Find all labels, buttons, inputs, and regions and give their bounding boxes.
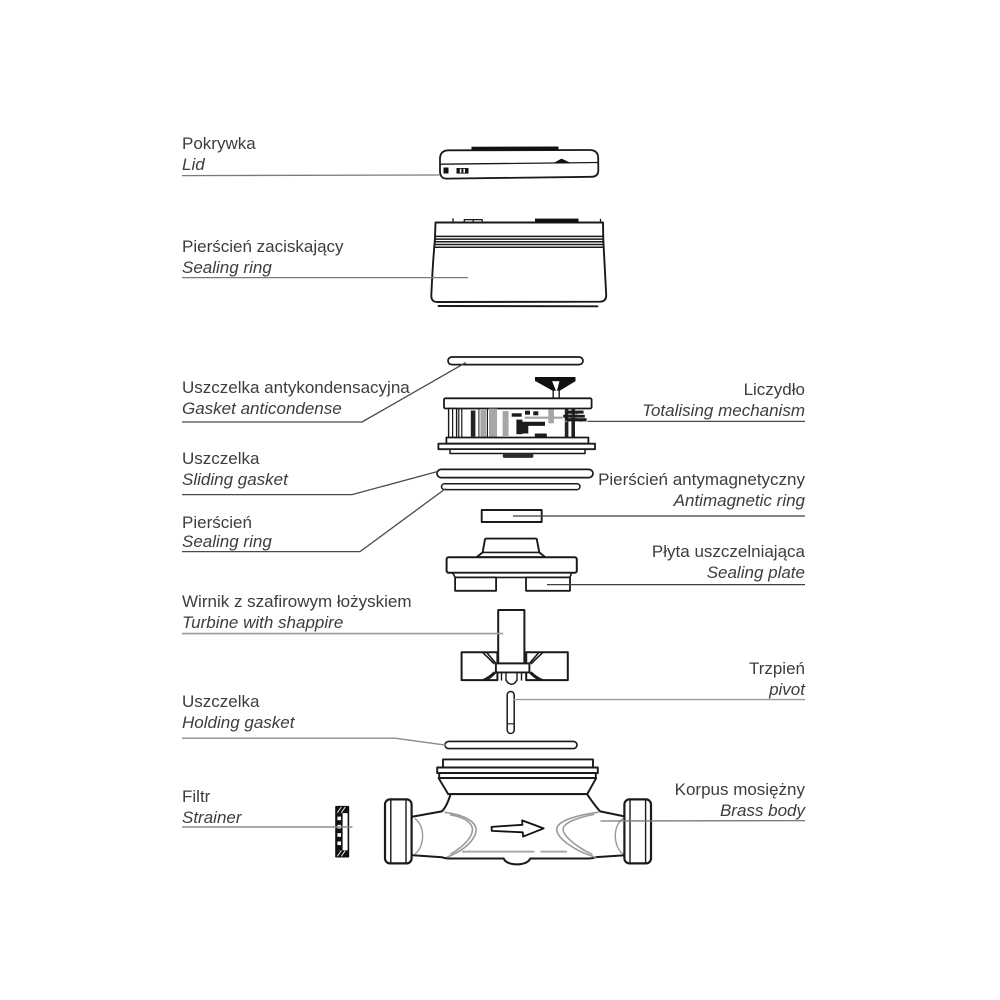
part-name-pl: Pierścień zaciskający [182,237,344,256]
part-name-en: Brass body [719,801,805,820]
label-strainer [182,786,242,828]
part-name-pl: Korpus mosiężny [674,780,805,799]
anticondense-gasket-drawing [448,357,583,365]
label-pivot [749,658,805,700]
leader-line-lid [182,175,440,176]
part-name-pl: Płyta uszczelniająca [651,542,805,561]
label-brass-body [675,779,805,821]
part-name-pl: Liczydło [743,380,805,399]
part-name-pl: Pierścień antymagnetyczny [598,470,805,489]
label-totalising-mechanism [642,379,805,421]
strainer-drawing [336,807,348,857]
leader-line-holding-gasket [182,738,446,745]
part-name-en: Turbine with shappire [182,613,344,632]
part-name-en: Antimagnetic ring [673,491,805,510]
part-name-pl: Pokrywka [182,134,256,153]
label-holding-gasket [182,691,294,733]
part-name-en: Sealing plate [706,563,805,582]
label-turbine [182,591,412,633]
part-name-en: Sliding gasket [182,470,288,489]
pivot-drawing [507,692,514,734]
part-name-pl: Wirnik z szafirowym łożyskiem [182,592,412,611]
part-name-pl: Uszczelka antykondensacyjna [182,378,410,397]
label-clamping-ring [182,236,344,278]
part-name-en: Sealing ring [182,532,272,551]
sealing-ring-drawing [442,484,581,490]
part-name-en: Lid [182,155,205,174]
turbine-drawing [462,610,568,684]
part-name-en: Gasket anticondense [182,399,342,418]
part-name-en: Holding gasket [182,713,295,732]
label-sealing-ring [182,513,272,551]
part-name-en: pivot [769,680,805,699]
part-name-pl: Trzpień [748,659,805,678]
part-name-pl: Pierścień [182,513,252,532]
part-name-pl: Uszczelka [182,692,260,711]
sealing-plate-drawing [447,539,577,591]
label-anticondense-gasket [182,377,410,419]
part-name-pl: Uszczelka [182,449,260,468]
part-name-en: Strainer [182,808,242,827]
totalising-mechanism-drawing [438,377,595,458]
label-antimagnetic-ring [598,469,805,511]
part-name-pl: Filtr [182,787,211,806]
part-name-en: Sealing ring [182,258,272,277]
brass-body-drawing [385,759,651,864]
holding-gasket-drawing [445,741,577,748]
part-name-en: Totalising mechanism [642,401,805,420]
sliding-gasket-drawing [437,469,593,477]
label-sealing-plate [652,541,805,583]
lid-drawing [440,148,598,178]
label-lid [182,133,256,175]
label-sliding-gasket [182,448,288,490]
clamping-ring-drawing [431,219,606,307]
